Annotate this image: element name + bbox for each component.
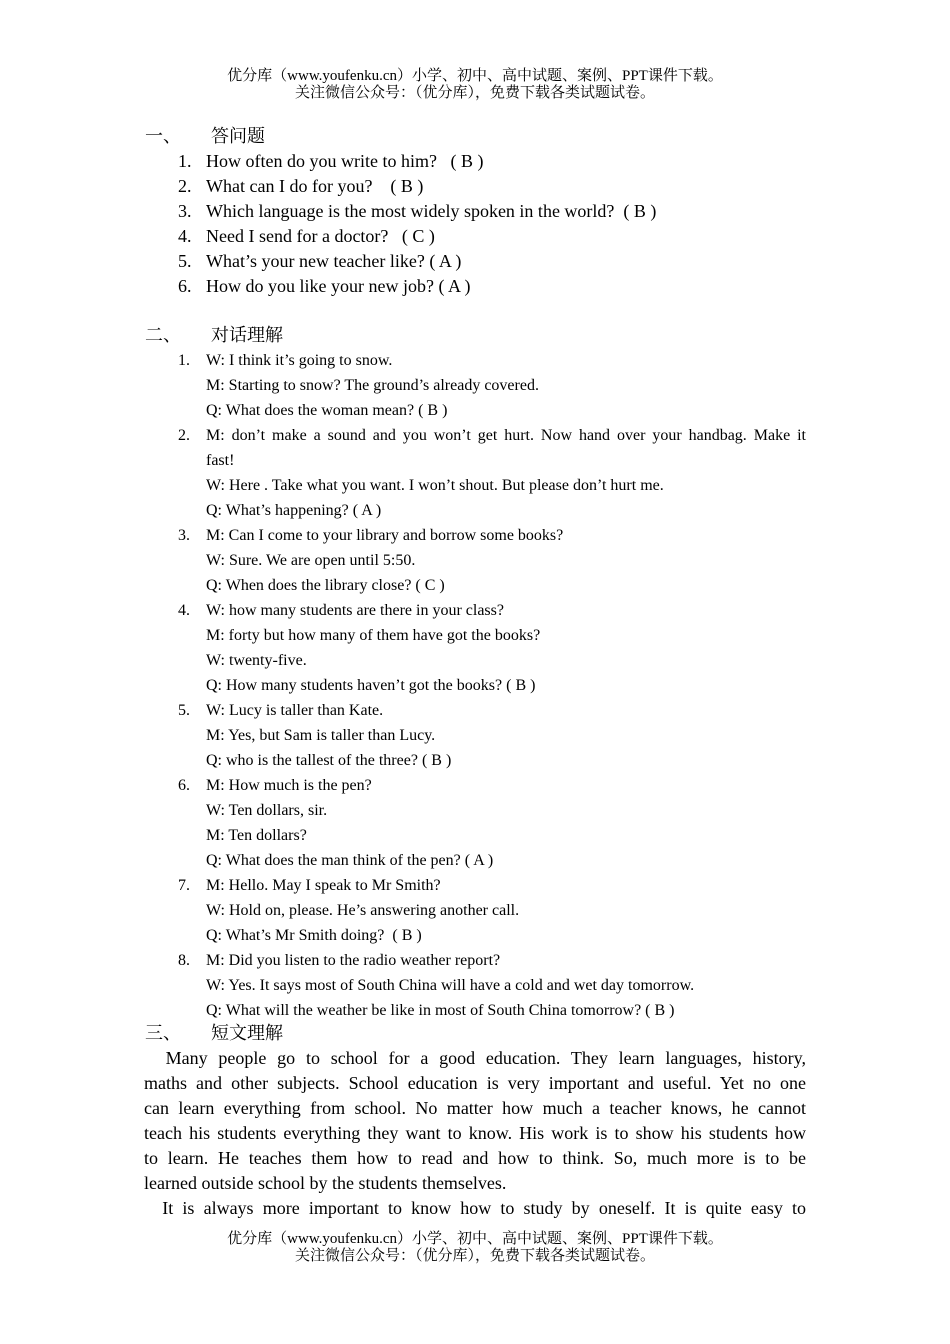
- page-footer: [0, 1231, 950, 1265]
- dialogue-question: Q: When does the library close? ( C ): [206, 577, 445, 594]
- dialogue-line: M: Ten dollars?: [206, 827, 307, 844]
- section-1-number: 一、: [145, 126, 181, 146]
- dialogue-question: Q: What does the man think of the pen? ( A ): [206, 852, 494, 869]
- section-2-title: 对话理解: [211, 325, 283, 345]
- dialogue-2-number: 2.: [178, 427, 190, 444]
- question-2: 2. What can I do for you? ( B ): [178, 176, 424, 196]
- page-header: [0, 68, 950, 102]
- dialogue-question: Q: What’s happening? ( A ): [206, 502, 382, 519]
- question-1: 1. How often do you write to him? ( B ): [178, 151, 484, 171]
- dialogue-3-number: 3.: [178, 527, 190, 544]
- dialogue-line: M: Did you listen to the radio weather report?: [206, 952, 501, 969]
- passage-paragraph-1: [144, 1046, 806, 1196]
- footer-line-1: 优分库（www.youfenku.cn）小学、初中、高中试题、案例、PPT课件下载。: [227, 1231, 723, 1247]
- header-line-1: 优分库（www.youfenku.cn）小学、初中、高中试题、案例、PPT课件下载。: [227, 68, 723, 84]
- section-2-heading: [145, 323, 283, 348]
- dialogue-line: M: How much is the pen?: [206, 777, 372, 794]
- dialogue-line: M: Can I come to your library and borrow some books?: [206, 527, 564, 544]
- passage-line: to learn. He teaches them how to read and how to think. So, much more is to be: [144, 1148, 806, 1168]
- question-3: 3. Which language is the most widely spoken in the world? ( B ): [178, 201, 657, 221]
- dialogue-question: Q: What does the woman mean? ( B ): [206, 402, 448, 419]
- passage-line: learned outside school by the students themselves.: [144, 1173, 507, 1193]
- question-5: 5. What’s your new teacher like? ( A ): [178, 251, 462, 271]
- dialogue-line: fast!: [206, 452, 235, 469]
- header-line-2: 关注微信公众号：（优分库），免费下载各类试题试卷。: [294, 85, 655, 101]
- section-1-heading: [145, 124, 265, 149]
- dialogue-8-number: 8.: [178, 952, 190, 969]
- section-3-number: 三、: [145, 1023, 181, 1043]
- dialogue-line: W: how many students are there in your class?: [206, 602, 504, 619]
- passage-line: maths and other subjects. School education is very important and useful. Yet no one: [144, 1073, 806, 1093]
- passage-line: Many people go to school for a good education. They learn languages, history,: [144, 1048, 806, 1068]
- dialogue-4-number: 4.: [178, 602, 190, 619]
- dialogue-question: Q: who is the tallest of the three? ( B ): [206, 752, 452, 769]
- dialogue-line: M: Yes, but Sam is taller than Lucy.: [206, 727, 436, 744]
- dialogue-6-number: 6.: [178, 777, 190, 794]
- dialogue-7-number: 7.: [178, 877, 190, 894]
- dialogue-line: W: Yes. It says most of South China will have a cold and wet day tomorrow.: [206, 977, 695, 994]
- dialogue-line: W: twenty-five.: [206, 652, 307, 669]
- dialogue-line: W: Hold on, please. He’s answering another call.: [206, 902, 520, 919]
- dialogue-line: W: Sure. We are open until 5:50.: [206, 552, 416, 569]
- section-2-number: 二、: [145, 325, 181, 345]
- dialogue-1-number: 1.: [178, 352, 190, 369]
- dialogue-line: W: Lucy is taller than Kate.: [206, 702, 384, 719]
- dialogue-line: W: I think it’s going to snow.: [206, 352, 393, 369]
- dialogue-line: W: Here . Take what you want. I won’t shout. But please don’t hurt me.: [206, 477, 664, 494]
- passage-line: teach his students everything they want to know. His work is to show his students how: [144, 1123, 806, 1143]
- dialogue-line: M: Hello. May I speak to Mr Smith?: [206, 877, 441, 894]
- dialogue-question: Q: What’s Mr Smith doing? ( B ): [206, 927, 422, 944]
- passage-paragraph-2: [144, 1196, 806, 1221]
- footer-line-2: 关注微信公众号：（优分库），免费下载各类试题试卷。: [294, 1248, 655, 1264]
- dialogue-question: Q: What will the weather be like in most of South China tomorrow? ( B ): [206, 1002, 675, 1019]
- question-4: 4. Need I send for a doctor? ( C ): [178, 226, 435, 246]
- dialogue-line: M: forty but how many of them have got the books?: [206, 627, 541, 644]
- section-1-title: 答问题: [211, 126, 265, 146]
- dialogue-line: W: Ten dollars, sir.: [206, 802, 328, 819]
- dialogue-question: Q: How many students haven’t got the books? ( B ): [206, 677, 536, 694]
- section-3-title: 短文理解: [211, 1023, 283, 1043]
- section-3-heading: [145, 1021, 283, 1046]
- passage-line: can learn everything from school. No matter how much a teacher knows, he cannot: [144, 1098, 806, 1118]
- passage-line: It is always more important to know how to study by oneself. It is quite easy to: [144, 1198, 806, 1218]
- dialogue-line: M: don’t make a sound and you won’t get hurt. Now hand over your handbag. Make it: [206, 427, 806, 444]
- dialogue-5-number: 5.: [178, 702, 190, 719]
- question-6: 6. How do you like your new job? ( A ): [178, 276, 471, 296]
- dialogue-line: M: Starting to snow? The ground’s already covered.: [206, 377, 539, 394]
